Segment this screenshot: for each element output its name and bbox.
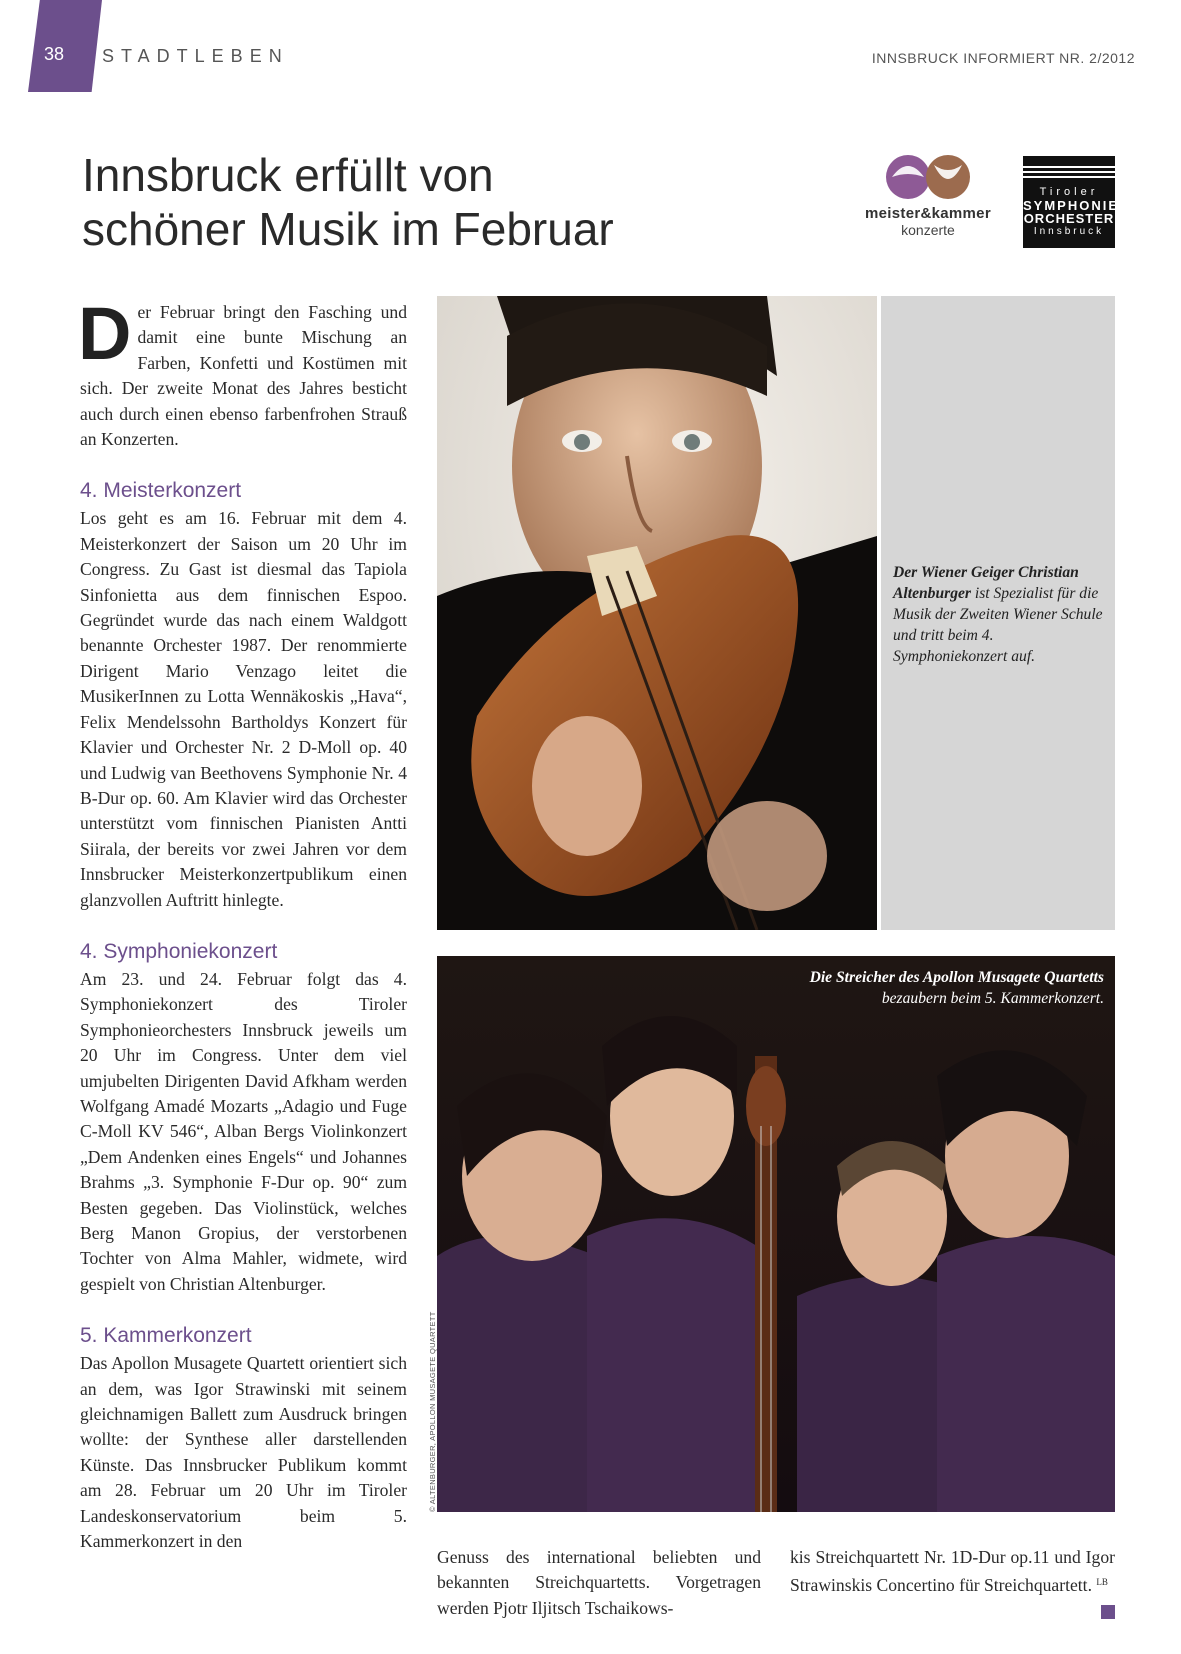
quartet-photo: [437, 956, 1115, 1512]
violinist-photo: [437, 296, 877, 930]
caption-violinist: [893, 562, 1107, 667]
intro-paragraph: [78, 292, 407, 452]
intro-text: er Februar bringt den Fasching und damit eine bunte Mischung an Farben, Konfetti und Kostümen mit sich. Der zweite Monat des Jahres besticht auch durch einen ebenso farbenfrohen Strauß an Konzerten.: [80, 302, 407, 450]
issue-label: INNSBRUCK INFORMIERT NR. 2/2012: [871, 50, 1135, 66]
tso-logo: [1023, 156, 1120, 248]
tso-line-4: Innsbruck: [1033, 226, 1105, 237]
article-title: [82, 148, 702, 256]
page-number: 38: [44, 44, 65, 64]
paragraph-meisterkonzert: Los geht es am 16. Februar mit dem 4. Meisterkonzert der Saison um 20 Uhr im Congress. Zu Gast ist diesmal das Tapiola Sinfonietta aus dem finnischen Espoo. Gegründet wurde das nach einem Waldgott benannte Orchester 1987. Der renommierte Dirigent Mario Venzago leitet die MusikerInnen zu Lotta Wennäkoskis „Hava“, Felix Mendelssohn Bartholdys Konzert für Klavier und Orchester Nr. 2 D-Moll op. 40 und Ludwig van Beethovens Symphonie Nr. 4 B-Dur op. 60. Am Klavier wird das Orchester unterstützt vom finnischen Pianisten Antti Siirala, der bereits vor zwei Jahren vor dem Innsbrucker Meisterkonzertpublikum einen glanzvollen Auftritt hinlegte.: [80, 508, 407, 910]
meister-kammer-logo-mark: [878, 153, 978, 201]
meister-kammer-sub: konzerte: [901, 222, 955, 238]
article-title-line-2: schöner Musik im Februar: [82, 203, 614, 255]
paragraph-kammerkonzert-cont-2: [790, 1545, 1115, 1599]
caption-violinist-bold: Der Wiener Geiger Christian Altenburger: [893, 564, 1079, 602]
article-column-left: [78, 292, 407, 1554]
caption-violinist-text: ist Spezialist für die Musik der Zweiten Wiener Schule und tritt beim 4. Symphoniekonzert auf.: [893, 585, 1103, 665]
heading-symphoniekonzert: 4. Symphoniekonzert: [80, 939, 278, 963]
dropcap: D: [78, 292, 132, 375]
caption-quartet: [700, 967, 1104, 1009]
tso-line-3: ORCHESTER: [1023, 211, 1115, 226]
caption-quartet-text: bezaubern beim 5. Kammerkonzert.: [881, 990, 1104, 1007]
meister-kammer-name: meister&kammer: [865, 205, 991, 222]
paragraph-kammerkonzert: Das Apollon Musagete Quartett orientiert sich an dem, was Igor Strawinski mit seinem gleichnamigen Ballett zum Ausdruck bringen wollte: der Synthese aller darstellenden Künste. Das Innsbrucker Publikum kommt am 28. Februar um 20 Uhr im Tiroler Landeskonservatorium beim 5. Kammerkonzert in den: [80, 1353, 407, 1552]
caption-quartet-bold: Die Streicher des Apollon Musagete Quartetts: [809, 969, 1104, 986]
article-title-line-1: Innsbruck erfüllt von: [82, 149, 494, 201]
meister-kammer-logo: [848, 153, 1008, 249]
paragraph-kammerkonzert-cont-1: Genuss des international beliebten und bekannten Streichquartetts. Vorgetragen werden Pjotr Iljitsch Tschaikows-: [437, 1547, 761, 1618]
tso-line-1: Tiroler: [1039, 186, 1099, 198]
tso-line-2: SYMPHONIE: [1023, 198, 1120, 213]
article-column-middle: [437, 1545, 761, 1621]
heading-meisterkonzert: 4. Meisterkonzert: [80, 479, 242, 503]
paragraph-kammerkonzert-cont-2-text: kis Streichquartett Nr. 1D-Dur op.11 und Igor Strawinskis Concertino für Streichquartett.: [790, 1547, 1115, 1596]
heading-kammerkonzert: 5. Kammerkonzert: [80, 1324, 252, 1348]
end-mark-icon: [1101, 1605, 1115, 1619]
author-initials: LB: [1096, 1577, 1108, 1588]
photo-credit: © ALTENBURGER, APOLLON MUSAGETE QUARTETT: [428, 1311, 437, 1512]
section-title: STADTLEBEN: [102, 46, 289, 66]
paragraph-symphoniekonzert: Am 23. und 24. Februar folgt das 4. Symphoniekonzert des Tiroler Symphonieorchesters Innsbruck jeweils um 20 Uhr im Congress. Unter dem viel umjubelten Dirigenten David Afkham werden Wolfgang Amadé Mozarts „Adagio und Fuge C-Moll KV 546“, Alban Bergs Violinkonzert „Dem Andenken eines Engels“ und Johannes Brahms „3. Symphonie F-Dur op. 90“ zum Besten gegeben. Das Violinstück, welches Berg Manon Gropius, der verstorbenen Tochter von Alma Mahler, widmete, wird gespielt von Christian Altenburger.: [80, 968, 407, 1294]
article-column-right: [790, 1545, 1115, 1619]
